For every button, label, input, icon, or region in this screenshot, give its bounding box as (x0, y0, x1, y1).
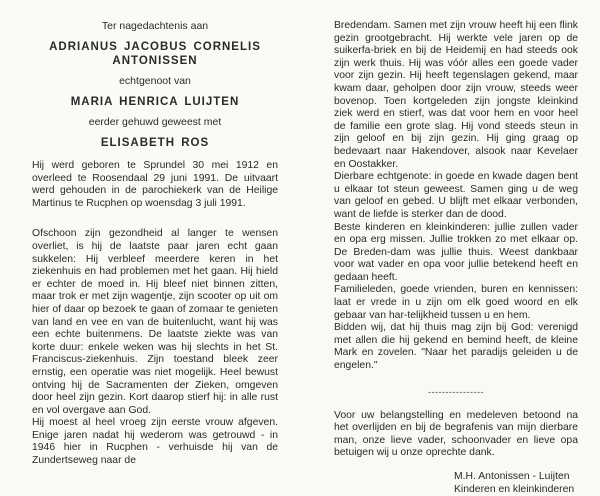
previous-spouse-name: ELISABETH ROS (100, 137, 210, 149)
deceased-name-line1: ADRIANUS JACOBUS CORNELIS (49, 41, 261, 53)
previous-spouse-intro: eerder gehuwd geweest met (88, 116, 222, 128)
children-address-paragraph: Beste kinderen en kleinkinderen: jullie zullen vader en opa erg missen. Jullie trokken zo met elkaar op. De Breden-dam was jullie thuis. Weest dankbaar voor wat vader en opa voor jullie betekend heeft en gedaan heeft. (334, 221, 578, 283)
signature (334, 470, 578, 496)
deceased-name-line2: ANTONISSEN (112, 55, 198, 67)
left-page (0, 0, 300, 468)
illness-paragraph: Ofschoon zijn gezondheid al langer te wensen overliet, is hij de laatste paar jaren echt gaan sukkelen: Hij verbleef meerdere keren in het ziekenhuis en had problemen met het gaan. Hij hield er echter de moed in. Hij bleef niet binnen zitten, maar trok er met zijn wagentje, zijn scooter op uit om hier of daar op bezoek te gaan of zomaar te genieten van land en vee en van de buitenlucht, want hij was een echte buitenmens. De laatste ziekte was van korte duur: enkele weken was hij slechts in het St. Franciscus-ziekenhuis. Zijn toestand bleek zeer ernstig, een operatie was niet mogelijk. Heel bewust ontving hij de Sacramenten der Zieken, omgeven door heel zijn gezin. Kort daarop stierf hij: in alle rust en vol overgave aan God. (32, 228, 278, 416)
signature-line2: Kinderen en kleinkinderen (454, 484, 575, 495)
right-page (300, 0, 600, 495)
spouse-address-paragraph: Dierbare echtgenote: in goede en kwade dagen bent u elkaar tot steun geweest. Samen ging u de weg van geloof en gebed. U blijft met elkaar verbonden, want de liefde is sterker dan de dood. (334, 171, 578, 220)
prayer-paragraph: Bidden wij, dat hij thuis mag zijn bij God: verenigd met allen die hij gekend en bemind heeft, de kleine Mark en zovelen. "Naar het paradijs geleiden u de engelen." (334, 322, 578, 372)
spouse-intro: echtgenoot van (119, 75, 191, 87)
birth-death-paragraph: Hij werd geboren te Sprundel 30 mei 1912 en overleed te Roosendaal 29 juni 1991. De uitvaart werd gehouden in de parochiekerk van de Heilige Martinus te Rucphen op woensdag 3 juli 1991. (32, 160, 278, 209)
signature-line1: M.H. Antonissen - Luijten (454, 471, 570, 482)
thanks-paragraph: Voor uw belangstelling en medeleven betoond na het overlijden en bij de begrafenis van mijn dierbare man, onze lieve vader, schoonvader en lieve opa betuigen wij u onze oprechte dank. (334, 409, 578, 459)
spouse-name: MARIA HENRICA LUIJTEN (70, 96, 240, 108)
family-paragraph-continued: Bredendam. Samen met zijn vrouw heeft hij een flink gezin grootgebracht. Hij werkte vele jaren op de suikerfa-briek en bij de Heidemij en had steeds ook zijn werk thuis. Hij was vóór alles een goede vader voor zijn gezin. Hij heeft tegenslagen gekend, maar kwam daar, geholpen door zijn vrouw, steeds weer bovenop. Toen kortgeleden zijn jongste kleinkind ziek werd en stierf, was dat voor hem en voor heel de familie een grote slag. Hij vond steeds steun in zijn geloof en bij zijn gezin. Hij ging graag op bedevaart naar Hakendover, alsook naar Kevelaer en Oostakker. (334, 20, 578, 170)
intro-text: Ter nagedachtenis aan (101, 20, 209, 32)
family-paragraph-start: Hij moest al heel vroeg zijn eerste vrouw afgeven. Enige jaren nadat hij wederom was getrouwd - in 1946 hier in Rucphen - verhuisde hij van de Zundertseweg naar de (32, 417, 278, 467)
divider: ---------------- (428, 386, 484, 397)
relatives-address-paragraph: Familieleden, goede vrienden, buren en kennissen: laat er vrede in u zijn om elk goed woord en elk gebaar van har-telijkheid tussen u en hem. (334, 284, 578, 321)
